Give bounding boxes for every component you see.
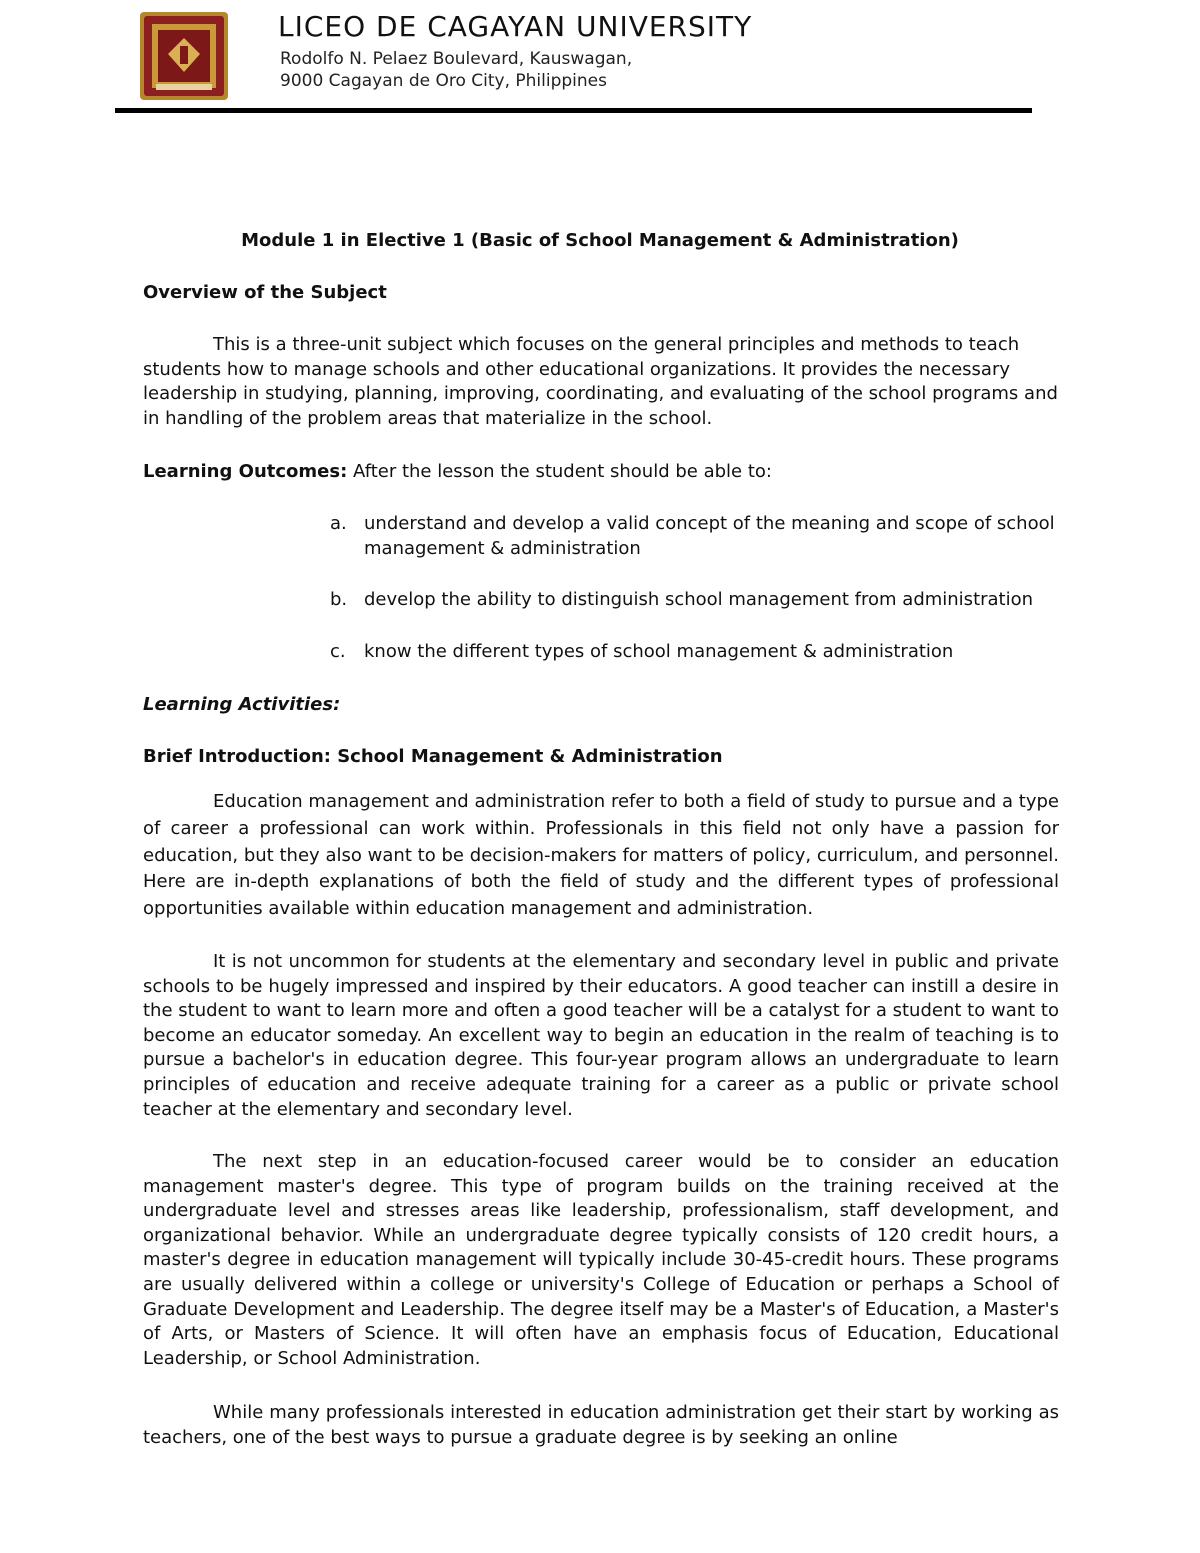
list-marker: a.	[330, 513, 347, 534]
intro-paragraph-1: Education management and administration refer to both a field of study to pursue and a type of career a professional can work within. Professionals in this field not only have a passion for education, but they also want to be decision-makers for matters of policy, curriculum, and personnel. Here are in-depth explanations of both the field of study and the different types of professional opportunities available within education management and administration.	[143, 791, 1059, 920]
intro-heading: Brief Introduction: School Management & Administration	[143, 746, 723, 767]
address-line-2: 9000 Cagayan de Oro City, Philippines	[280, 71, 607, 91]
university-seal-icon	[138, 10, 230, 102]
university-name: LICEO DE CAGAYAN UNIVERSITY	[278, 10, 753, 43]
list-item-text: understand and develop a valid concept of the meaning and scope of school management & administration	[364, 513, 1055, 559]
list-item-text: know the different types of school management & administration	[364, 641, 954, 662]
overview-paragraph: This is a three-unit subject which focuses on the general principles and methods to teach students how to manage schools and other educational organizations. It provides the necessary leadership in studying, planning, improving, coordinating, and evaluating of the school programs and in handling of the problem areas that materialize in the school.	[143, 334, 1058, 429]
learning-activities-heading: Learning Activities:	[143, 694, 341, 715]
list-marker: c.	[330, 641, 346, 662]
list-marker: b.	[330, 589, 348, 610]
intro-paragraph-3: The next step in an education-focused career would be to consider an education management master's degree. This type of program builds on the training received at the undergraduate level and stresses areas like leadership, professionalism, staff development, and organizational behavior. While an undergraduate degree typically consists of 120 credit hours, a master's degree in education management will typically include 30-45-credit hours. These programs are usually delivered within a college or university's College of Education or perhaps a School of Graduate Development and Leadership. The degree itself may be a Master's of Education, a Master's of Arts, or Masters of Science. It will often have an emphasis focus of Education, Educational Leadership, or School Administration.	[143, 1151, 1059, 1369]
learning-outcomes-intro: After the lesson the student should be able to:	[347, 461, 772, 482]
intro-paragraph-2: It is not uncommon for students at the elementary and secondary level in public and private schools to be hugely impressed and inspired by their educators. A good teacher can instill a desire in the student to want to learn more and often a good teacher will be a catalyst for a student to want to become an educator someday. An excellent way to begin an education in the realm of teaching is to pursue a bachelor's in education degree. This four-year program allows an undergraduate to learn principles of education and receive adequate training for a career as a public or private school teacher at the elementary and secondary level.	[143, 951, 1059, 1120]
learning-outcomes-line	[143, 460, 772, 485]
document-title: Module 1 in Elective 1 (Basic of School Management & Administration)	[241, 230, 959, 251]
address-line-1: Rodolfo N. Pelaez Boulevard, Kauswagan,	[280, 49, 633, 69]
intro-paragraph-4: While many professionals interested in education administration get their start by working as teachers, one of the best ways to pursue a graduate degree is by seeking an online	[143, 1402, 1059, 1448]
overview-heading: Overview of the Subject	[143, 282, 387, 303]
list-item-text: develop the ability to distinguish school management from administration	[364, 589, 1034, 610]
header-divider	[115, 108, 1032, 113]
learning-outcomes-label: Learning Outcomes:	[143, 461, 348, 482]
